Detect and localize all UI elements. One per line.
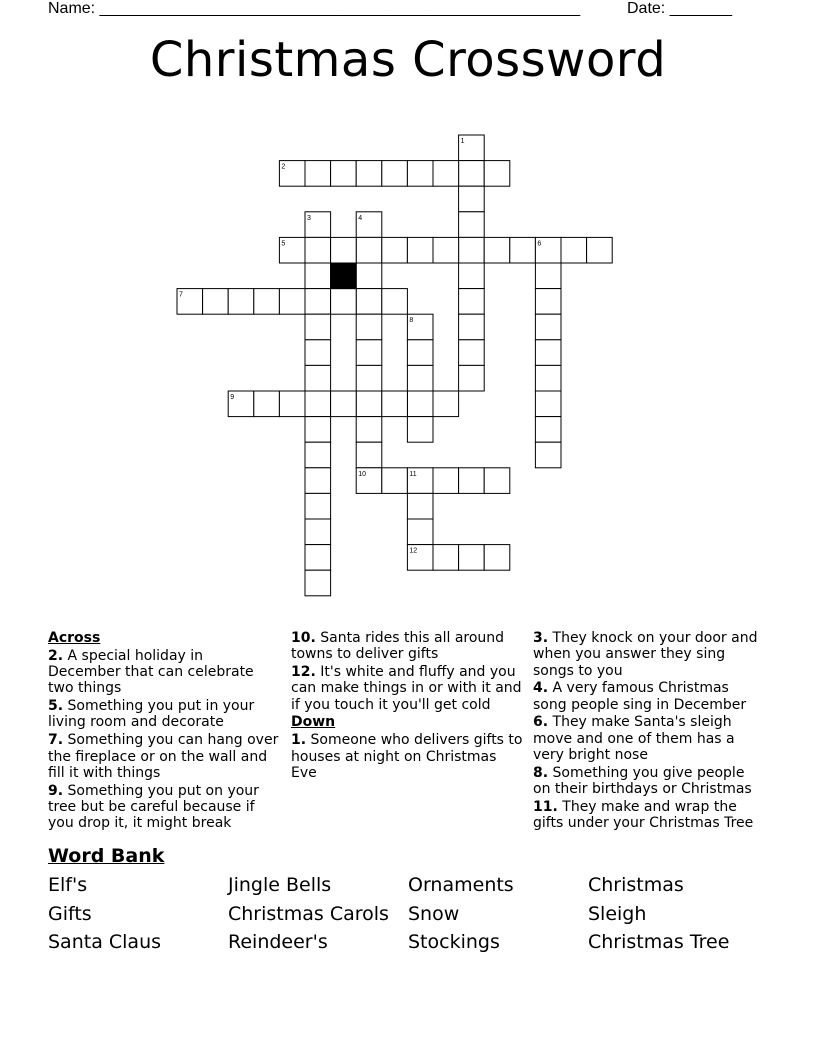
- crossword-cell[interactable]: [459, 545, 485, 571]
- clue-across-5: 5. Something you put in your living room and decorate: [48, 698, 255, 731]
- clue-column-2: [291, 630, 523, 783]
- crossword-cell[interactable]: [535, 442, 561, 468]
- crossword-clue-number: 11: [409, 470, 417, 478]
- crossword-cell[interactable]: [305, 340, 331, 366]
- crossword-cell[interactable]: [459, 468, 485, 494]
- crossword-cell[interactable]: [228, 289, 254, 315]
- crossword-cell[interactable]: [279, 391, 305, 417]
- crossword-cell[interactable]: [305, 263, 331, 289]
- crossword-cell[interactable]: [356, 417, 382, 443]
- crossword-cell[interactable]: [484, 468, 510, 494]
- clue-across-2: 2. A special holiday in December that can celebrate two things: [48, 647, 254, 697]
- crossword-cell[interactable]: [356, 442, 382, 468]
- word-bank-item: Stockings: [408, 931, 500, 953]
- crossword-cell[interactable]: [382, 237, 408, 263]
- word-bank-item: Sleigh: [588, 903, 647, 925]
- crossword-cell[interactable]: [305, 493, 331, 519]
- crossword-cell[interactable]: [535, 289, 561, 315]
- clue-down-6: 6. They make Santa's sleigh move and one of them has a very bright nose: [533, 714, 735, 764]
- crossword-cell[interactable]: [561, 237, 587, 263]
- crossword-cell[interactable]: [433, 161, 459, 187]
- crossword-cell[interactable]: [254, 391, 280, 417]
- crossword-cell[interactable]: [407, 365, 433, 391]
- crossword-cell[interactable]: [305, 519, 331, 545]
- down-heading: Down: [291, 714, 336, 731]
- crossword-cell[interactable]: [203, 289, 229, 315]
- crossword-clue-number: 2: [281, 163, 286, 171]
- crossword-cell[interactable]: [459, 340, 485, 366]
- crossword-clue-number: 12: [409, 547, 418, 555]
- crossword-cell[interactable]: [305, 365, 331, 391]
- crossword-cell[interactable]: [254, 289, 280, 315]
- clue-down-8: 8. Something you give people on their birthdays or Christmas: [533, 764, 752, 798]
- crossword-cell[interactable]: [459, 212, 485, 238]
- word-bank-item: Gifts: [48, 903, 92, 925]
- crossword-cell[interactable]: [407, 391, 433, 417]
- crossword-clue-number: 4: [358, 214, 363, 222]
- crossword-cell[interactable]: [433, 545, 459, 571]
- crossword-cell[interactable]: [459, 161, 485, 187]
- crossword-cell[interactable]: [433, 391, 459, 417]
- crossword-clue-number: 5: [281, 240, 286, 248]
- crossword-cell[interactable]: [356, 314, 382, 340]
- crossword-cell[interactable]: [459, 263, 485, 289]
- crossword-cell[interactable]: [535, 340, 561, 366]
- page-title: Christmas Crossword: [149, 32, 667, 88]
- crossword-cell[interactable]: [433, 468, 459, 494]
- clue-across-10: 10. Santa rides this all around towns to deliver gifts: [291, 630, 505, 663]
- crossword-cell[interactable]: [305, 570, 331, 596]
- crossword-cell[interactable]: [305, 468, 331, 494]
- crossword-clue-number: 7: [179, 291, 183, 299]
- word-bank-item: Elf's: [48, 874, 88, 896]
- crossword-cell[interactable]: [331, 161, 357, 187]
- crossword-cell[interactable]: [356, 237, 382, 263]
- crossword-cell[interactable]: [407, 519, 433, 545]
- crossword-cell[interactable]: [459, 289, 485, 315]
- word-bank-item: Snow: [408, 903, 460, 925]
- word-bank-item: Ornaments: [408, 874, 514, 896]
- crossword-clue-number: 8: [409, 317, 414, 325]
- crossword-cell[interactable]: [484, 237, 510, 263]
- crossword-clue-number: 6: [537, 240, 542, 248]
- crossword-cell[interactable]: [459, 314, 485, 340]
- crossword-cell[interactable]: [407, 237, 433, 263]
- crossword-cell[interactable]: [433, 237, 459, 263]
- crossword-cell[interactable]: [535, 263, 561, 289]
- word-bank-item: Christmas Tree: [588, 931, 730, 953]
- crossword-cell[interactable]: [587, 237, 613, 263]
- clue-down-11: 11. They make and wrap the gifts under your Christmas Tree: [533, 798, 754, 832]
- word-bank-title: Word Bank: [48, 845, 165, 867]
- crossword-cell[interactable]: [459, 237, 485, 263]
- crossword-cell[interactable]: [305, 417, 331, 443]
- crossword-cell[interactable]: [535, 365, 561, 391]
- crossword-cell[interactable]: [459, 365, 485, 391]
- crossword-clue-number: 9: [230, 394, 235, 401]
- clue-down-4: 4. A very famous Christmas song people sing in December: [533, 680, 747, 713]
- crossword-cell[interactable]: [535, 417, 561, 443]
- clue-down-1: 1. Someone who delivers gifts to houses at night on Christmas Eve: [291, 732, 523, 781]
- word-bank-item: Christmas: [588, 874, 684, 896]
- crossword-clue-number: 3: [307, 214, 311, 222]
- crossword-cell[interactable]: [382, 289, 408, 315]
- crossword-cell[interactable]: [356, 340, 382, 366]
- crossword-cell[interactable]: [305, 289, 331, 315]
- crossword-cell[interactable]: [407, 417, 433, 443]
- crossword-cell[interactable]: [331, 289, 357, 315]
- crossword-cell[interactable]: [356, 289, 382, 315]
- crossword-black-cell: [331, 263, 357, 289]
- crossword-cell[interactable]: [382, 161, 408, 187]
- crossword-cell[interactable]: [331, 237, 357, 263]
- crossword-cell[interactable]: [305, 545, 331, 571]
- word-bank-item: Reindeer's: [228, 931, 328, 953]
- crossword-cell[interactable]: [356, 161, 382, 187]
- clue-across-12: 12. It's white and fluffy and you can make things in or with it and if you touch it you'll get cold: [291, 664, 522, 713]
- crossword-cell[interactable]: [279, 289, 305, 315]
- crossword-cell[interactable]: [356, 263, 382, 289]
- crossword-cell[interactable]: [305, 391, 331, 417]
- crossword-cell[interactable]: [510, 237, 536, 263]
- date-field-label: Date: _______: [627, 0, 732, 17]
- crossword-clue-number: 1: [460, 138, 465, 145]
- name-field-label: Name: ______________________________________________________: [48, 0, 581, 17]
- crossword-cell[interactable]: [407, 493, 433, 519]
- crossword-cell[interactable]: [305, 237, 331, 263]
- crossword-cell[interactable]: [305, 161, 331, 187]
- crossword-cell[interactable]: [535, 391, 561, 417]
- clue-column-1: [48, 630, 280, 833]
- crossword-cell[interactable]: [305, 314, 331, 340]
- crossword-cell[interactable]: [535, 314, 561, 340]
- word-bank-item: Santa Claus: [48, 931, 162, 953]
- clue-across-7: 7. Something you can hang over the fireplace or on the wall and fill it with things: [48, 732, 279, 781]
- crossword-cell[interactable]: [407, 161, 433, 187]
- word-bank-item: Christmas Carols: [228, 903, 389, 925]
- crossword-clue-number: 10: [358, 470, 366, 478]
- crossword-cell[interactable]: [407, 340, 433, 366]
- across-heading: Across: [48, 630, 101, 646]
- crossword-cell[interactable]: [382, 468, 408, 494]
- crossword-cell[interactable]: [356, 365, 382, 391]
- crossword-cell[interactable]: [305, 442, 331, 468]
- word-bank-item: Jingle Bells: [228, 874, 332, 896]
- crossword-cell[interactable]: [356, 391, 382, 417]
- clue-down-3: 3. They knock on your door and when you answer they sing songs to you: [533, 630, 758, 679]
- crossword-cell[interactable]: [382, 391, 408, 417]
- crossword-cell[interactable]: [484, 161, 510, 187]
- crossword-cell[interactable]: [484, 545, 510, 571]
- clue-across-9: 9. Something you put on your tree but be careful because if you drop it, it might break: [48, 782, 259, 832]
- crossword-cell[interactable]: [459, 186, 485, 212]
- clue-column-3: [533, 630, 765, 833]
- crossword-cell[interactable]: [331, 391, 357, 417]
